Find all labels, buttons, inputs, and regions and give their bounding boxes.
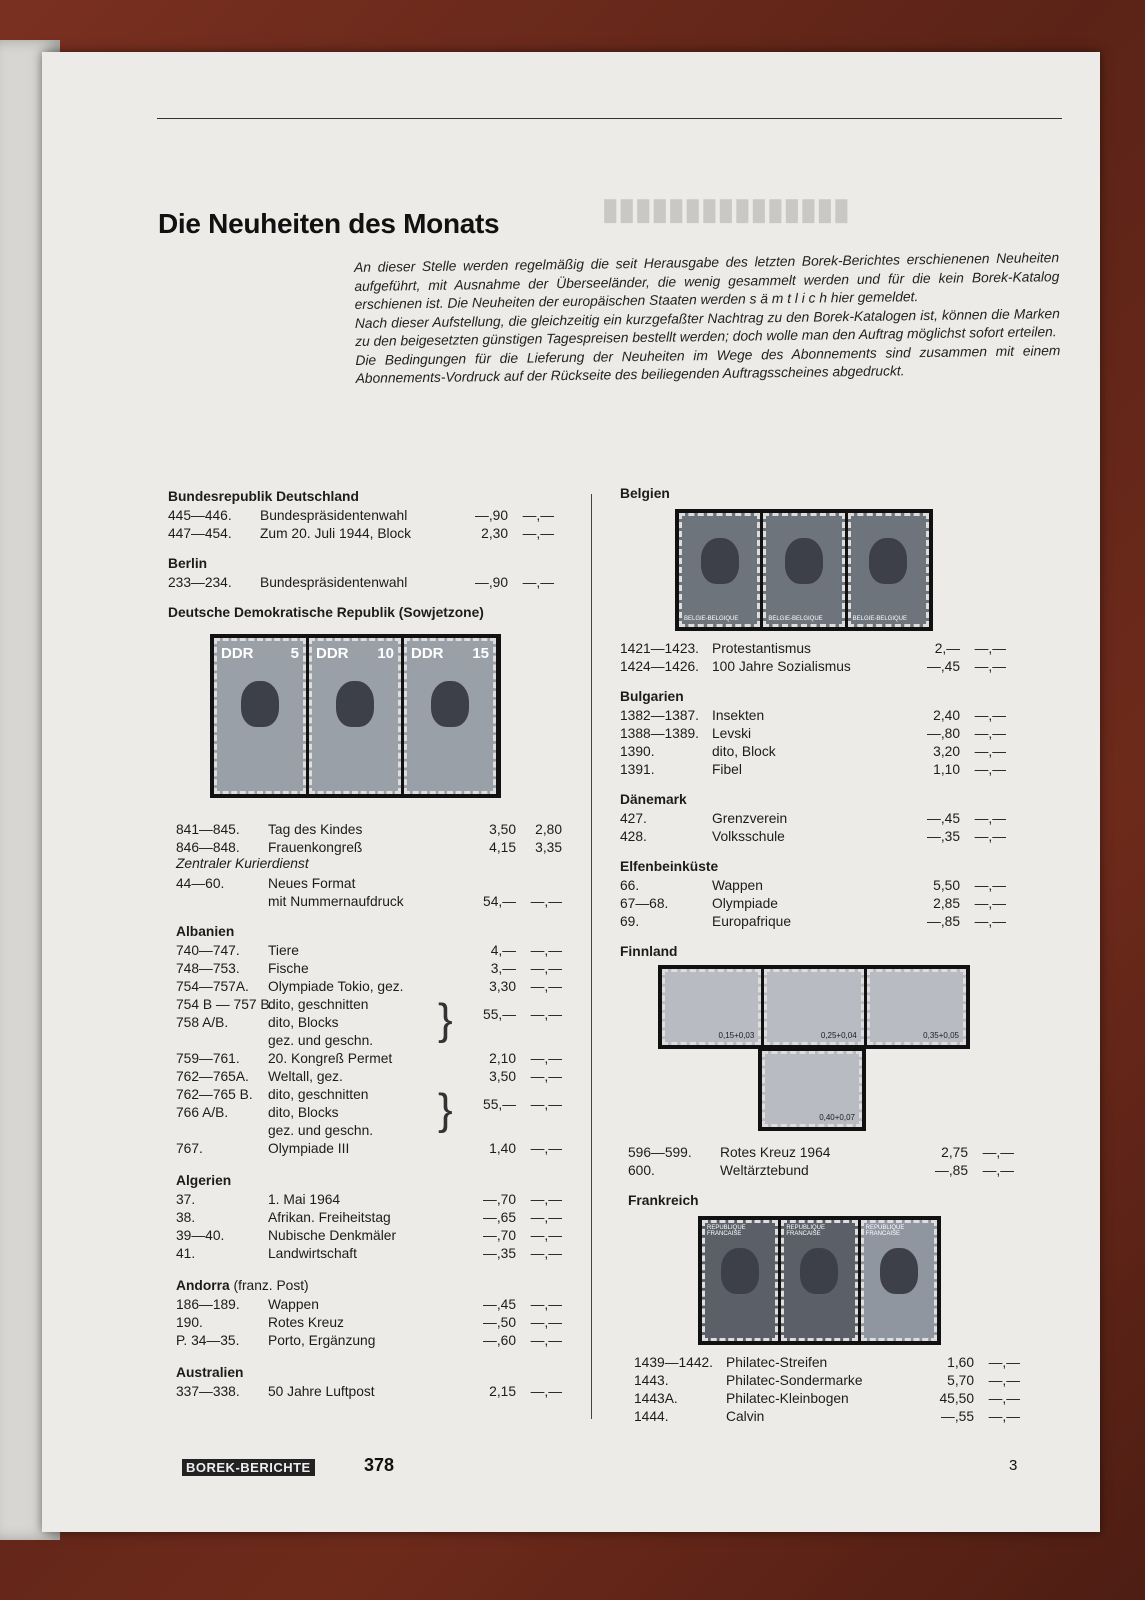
country-heading: Frankreich	[628, 1193, 699, 1208]
price-used: —,—	[974, 761, 1006, 777]
issue-name: Insekten	[712, 707, 765, 723]
issue-name: mit Nummernaufdruck	[268, 893, 404, 909]
price-unused: —,90	[475, 574, 508, 590]
catalog-row	[168, 506, 588, 524]
catalog-row	[176, 1313, 588, 1331]
catalog-row	[634, 1371, 1060, 1389]
price-used: —,—	[974, 658, 1006, 674]
stamp-image	[309, 638, 401, 794]
catalog-number: 1390.	[620, 743, 655, 759]
stamp-image	[662, 969, 761, 1045]
price-group	[176, 995, 588, 1049]
price-unused: 2,30	[481, 525, 508, 541]
price-unused: 2,75	[941, 1144, 968, 1160]
country-heading: Finnland	[620, 944, 678, 959]
price-unused: —,45	[483, 1296, 516, 1312]
stamp-figure	[869, 538, 907, 584]
price-unused: 4,15	[489, 839, 516, 855]
price-used: —,—	[974, 895, 1006, 911]
catalog-number: 762—765 B.	[176, 1086, 253, 1102]
issue-name: dito, geschnitten	[268, 996, 369, 1012]
finnland-stamps-image	[658, 965, 1060, 1165]
price-used: —,—	[522, 525, 554, 541]
price-used: —,—	[530, 942, 562, 958]
stamp-figure	[336, 681, 374, 727]
catalog-row	[176, 1139, 588, 1157]
issue-name: Wappen	[712, 877, 763, 893]
catalog-number: 1382—1387.	[620, 707, 700, 723]
catalog-number: 740—747.	[176, 942, 240, 958]
stamp-country: DDR	[221, 645, 254, 662]
catalog-number: 1421—1423.	[620, 640, 700, 656]
catalog-number: 428.	[620, 828, 647, 844]
price-used: —,—	[974, 877, 1006, 893]
stamp-image	[702, 1220, 778, 1341]
belgien-stamps-image	[675, 509, 933, 631]
stamp-image	[762, 1051, 862, 1127]
rows-berlin	[168, 573, 588, 591]
catalog-row	[176, 1382, 588, 1400]
catalog-row	[176, 1331, 588, 1349]
stamp-image	[763, 513, 844, 627]
issue-name: Tiere	[268, 942, 299, 958]
price-unused: 2,—	[934, 640, 960, 656]
catalog-number: 445—446.	[168, 507, 232, 523]
catalog-number: 600.	[628, 1162, 655, 1178]
price-used: —,—	[988, 1372, 1020, 1388]
price-used: —,—	[974, 810, 1006, 826]
price-unused: 3,50	[489, 1068, 516, 1084]
issue-name: dito, geschnitten	[268, 1086, 369, 1102]
country-note: (franz. Post)	[233, 1278, 309, 1293]
catalog-number: 754 B — 757 B.	[176, 996, 274, 1012]
issue-name: Bundespräsidentenwahl	[260, 574, 408, 590]
stamp-figure	[721, 1248, 759, 1294]
rows-belgien	[620, 639, 1060, 675]
country-name: Andorra	[176, 1278, 230, 1293]
price-used: —,—	[530, 1191, 562, 1207]
catalog-number: 1444.	[634, 1408, 669, 1424]
catalog-row	[176, 1226, 588, 1244]
stamp-image	[764, 969, 863, 1045]
brace: }	[438, 995, 453, 1044]
catalog-row	[620, 706, 1060, 724]
catalog-number: 66.	[620, 877, 640, 893]
rows-ddr	[176, 820, 588, 856]
catalog-number: 596—599.	[628, 1144, 692, 1160]
stamp-value: 15	[472, 645, 489, 662]
catalog-number: 1424—1426.	[620, 658, 700, 674]
price-unused: 4,—	[490, 942, 516, 958]
intro-text	[354, 249, 1061, 388]
issue-name: Philatec-Streifen	[726, 1354, 828, 1370]
catalog-number: 186—189.	[176, 1296, 240, 1312]
issue-name: Wappen	[268, 1296, 319, 1312]
catalog-row	[176, 1121, 588, 1139]
left-column	[168, 477, 588, 1400]
issue-name: Olympiade Tokio, gez.	[268, 978, 404, 994]
catalog-row	[620, 827, 1060, 845]
country-heading: Dänemark	[620, 792, 687, 807]
price-unused: 3,30	[489, 978, 516, 994]
catalog-row	[168, 573, 588, 591]
catalog-number: 759—761.	[176, 1050, 240, 1066]
catalog-row	[620, 657, 1060, 675]
frankreich-stamps-image	[698, 1216, 941, 1345]
price-unused: —,80	[927, 725, 960, 741]
stamp-value: 5	[290, 645, 299, 662]
ddr-stamps-image	[210, 634, 501, 798]
price-unused: 2,85	[933, 895, 960, 911]
stamp-inscription: BELGIE-BELGIQUE	[684, 616, 739, 622]
stamp-figure	[701, 538, 739, 584]
price-used: —,—	[530, 960, 562, 976]
catalog-row	[620, 912, 1060, 930]
price-unused: 2,10	[489, 1050, 516, 1066]
catalog-number: 767.	[176, 1140, 203, 1156]
issue-name: Philatec-Kleinbogen	[726, 1390, 849, 1406]
subsection-heading: Zentraler Kurierdienst	[176, 856, 309, 871]
issue-name: Calvin	[726, 1408, 765, 1424]
rows-bulgarien	[620, 706, 1060, 778]
rows-albanien-3	[176, 1139, 588, 1157]
price-used: —,—	[974, 707, 1006, 723]
price-used: —,—	[530, 1245, 562, 1261]
catalog-row	[634, 1389, 1060, 1407]
catalog-row	[620, 809, 1060, 827]
issue-name: Fibel	[712, 761, 742, 777]
issue-name: dito, Block	[712, 743, 776, 759]
price-used: —,—	[974, 640, 1006, 656]
catalog-row	[176, 1244, 588, 1262]
catalog-row	[168, 524, 588, 542]
stamp-value: 0,40+0,07	[819, 1113, 855, 1122]
catalog-row	[176, 892, 588, 910]
stamp-value: 0,35+0,05	[923, 1031, 959, 1040]
catalog-number: 841—845.	[176, 821, 240, 837]
stamp-country: DDR	[411, 645, 444, 662]
stamp-value: 0,15+0,03	[718, 1031, 755, 1040]
issue-name: Olympiade	[712, 895, 778, 911]
catalog-row	[176, 1295, 588, 1313]
intro-paragraph: Die Bedingungen für die Lieferung der Neuheiten im Wege des Abonnements sind zusammen mit einem Abonnements-Vordruck auf der Rückseite des beiliegenden Auftragsscheines abgedruckt.	[355, 342, 1061, 386]
price-unused: 3,20	[933, 743, 960, 759]
issue-name: Bundespräsidentenwahl	[260, 507, 408, 523]
country-heading: Bundesrepublik Deutschland	[168, 489, 359, 504]
price-used: —,—	[988, 1390, 1020, 1406]
price-unused: 3,—	[490, 960, 516, 976]
price-unused: 3,50	[489, 821, 516, 837]
price-used: —,—	[974, 725, 1006, 741]
rows-albanien	[176, 941, 588, 995]
country-heading	[176, 1278, 588, 1293]
price-unused: 54,—	[483, 893, 516, 909]
catalog-number: 447—454.	[168, 525, 232, 541]
price-unused: 55,—	[483, 1096, 516, 1112]
price-used: —,—	[530, 1314, 562, 1330]
catalog-number: 846—848.	[176, 839, 240, 855]
price-used: —,—	[530, 1006, 562, 1022]
stamp-figure	[880, 1248, 918, 1294]
catalog-number: 44—60.	[176, 875, 225, 891]
stamp-inscription: REPUBLIQUE FRANCAISE	[707, 1225, 746, 1237]
issue-name: 50 Jahre Luftpost	[268, 1383, 375, 1399]
price-unused: —,45	[927, 810, 960, 826]
catalog-number: 67—68.	[620, 895, 669, 911]
price-unused: 2,15	[489, 1383, 516, 1399]
price-unused: —,45	[927, 658, 960, 674]
group-price	[376, 1095, 562, 1113]
price-used: —,—	[974, 828, 1006, 844]
stamp-image	[861, 1220, 937, 1341]
catalog-number: 1391.	[620, 761, 655, 777]
price-unused: —,85	[927, 913, 960, 929]
price-unused: —,35	[927, 828, 960, 844]
rows-frankreich	[634, 1353, 1060, 1425]
catalog-number: P. 34—35.	[176, 1332, 240, 1348]
issue-name: Levski	[712, 725, 752, 741]
stamp-figure	[431, 681, 469, 727]
price-used: —,—	[988, 1408, 1020, 1424]
issue-name: Protestantismus	[712, 640, 811, 656]
catalog-number: 39—40.	[176, 1227, 225, 1243]
price-used: —,—	[530, 1296, 562, 1312]
issue-name: 20. Kongreß Permet	[268, 1050, 393, 1066]
catalog-number: 748—753.	[176, 960, 240, 976]
page-title: Die Neuheiten des Monats	[158, 208, 500, 239]
issue-name: Frauenkongreß	[268, 839, 363, 855]
issue-name: Europafrique	[712, 913, 792, 929]
price-used: —,—	[530, 1227, 562, 1243]
country-heading: Australien	[176, 1365, 244, 1380]
stamp-image	[679, 513, 760, 627]
catalog-number: 766 A/B.	[176, 1104, 229, 1120]
price-used: —,—	[530, 1050, 562, 1066]
price-unused: 5,70	[947, 1372, 974, 1388]
catalog-row	[620, 742, 1060, 760]
show-through-text: ▮▮▮▮▮▮▮▮▮▮▮▮▮▮▮	[602, 193, 850, 226]
issue-name: Olympiade III	[268, 1140, 350, 1156]
catalog-row	[620, 639, 1060, 657]
price-unused: —,85	[935, 1162, 968, 1178]
catalog-row	[176, 1190, 588, 1208]
catalog-row	[620, 894, 1060, 912]
catalog-row	[176, 977, 588, 995]
catalog-number: 427.	[620, 810, 647, 826]
country-heading: Elfenbeinküste	[620, 859, 719, 874]
price-used: 3,35	[535, 839, 562, 855]
issue-name: dito, Blocks	[268, 1104, 339, 1120]
price-unused: 1,40	[489, 1140, 516, 1156]
issue-name: Landwirtschaft	[268, 1245, 357, 1261]
catalog-number: 37.	[176, 1191, 196, 1207]
catalog-number: 1388—1389.	[620, 725, 700, 741]
catalog-row	[176, 874, 588, 892]
price-unused: —,55	[941, 1408, 974, 1424]
column-divider	[591, 494, 592, 1419]
catalog-number: 754—757A.	[176, 978, 249, 994]
price-unused: —,50	[483, 1314, 516, 1330]
stamp-figure	[785, 538, 823, 584]
price-unused: —,70	[483, 1191, 516, 1207]
price-used: —,—	[522, 507, 554, 523]
issue-name: Zum 20. Juli 1944, Block	[260, 525, 412, 541]
catalog-number: 1443.	[634, 1372, 669, 1388]
catalog-row	[620, 760, 1060, 778]
price-unused: 55,—	[483, 1006, 516, 1022]
stamp-image	[404, 638, 496, 794]
price-unused: —,35	[483, 1245, 516, 1261]
catalog-number: 69.	[620, 913, 640, 929]
price-used: —,—	[530, 1209, 562, 1225]
catalog-row	[176, 941, 588, 959]
issue-name: Weltärztebund	[720, 1162, 809, 1178]
rows-brd	[168, 506, 588, 542]
page-number: 3	[1009, 1457, 1018, 1474]
catalog-number: 758 A/B.	[176, 1014, 229, 1030]
issue-name: Grenzverein	[712, 810, 788, 826]
stamp-image	[848, 513, 929, 627]
stamp-image	[867, 969, 966, 1045]
issue-name: Nubische Denkmäler	[268, 1227, 397, 1243]
rows-elfenbein	[620, 876, 1060, 930]
rows-australien	[176, 1382, 588, 1400]
intro-paragraph: An dieser Stelle werden regelmäßig die seit Herausgabe des letzten Borek-Berichtes erschienenen Neuheiten aufgeführt, mit Ausnahme der Überseeländer, die wenig gesammelt werden und für die kein Borek-Katalog erschienen ist. Die Neuheiten der europäischen Staaten werden s ä m t l i c h hier gemeldet.	[354, 250, 1060, 312]
finnland-stamp-strip	[658, 965, 970, 1049]
catalog-row	[620, 876, 1060, 894]
stamp-figure	[800, 1248, 838, 1294]
stamp-value: 0,25+0,04	[820, 1031, 857, 1040]
catalog-number: 233—234.	[168, 574, 232, 590]
issue-name: Tag des Kindes	[268, 821, 363, 837]
rows-algerien	[176, 1190, 588, 1262]
price-used: —,—	[530, 1140, 562, 1156]
issue-name: Fische	[268, 960, 309, 976]
price-used: —,—	[522, 574, 554, 590]
catalog-number: 337—338.	[176, 1383, 240, 1399]
issue-name: Neues Format	[268, 875, 356, 891]
price-used: —,—	[982, 1162, 1014, 1178]
price-unused: 2,40	[933, 707, 960, 723]
issue-name: Rotes Kreuz 1964	[720, 1144, 831, 1160]
rows-albanien-2	[176, 1049, 588, 1085]
stamp-image	[781, 1220, 857, 1341]
issue-name: 100 Jahre Sozialismus	[712, 658, 851, 674]
price-used: —,—	[530, 893, 562, 909]
stamp-image	[214, 638, 306, 794]
price-used: —,—	[982, 1144, 1014, 1160]
catalog-row	[176, 820, 588, 838]
issue-name: Weltall, gez.	[268, 1068, 343, 1084]
price-used: —,—	[530, 978, 562, 994]
catalog-row	[176, 959, 588, 977]
stamp-inscription: REPUBLIQUE FRANCAISE	[865, 1225, 905, 1237]
price-used: —,—	[530, 1383, 562, 1399]
country-heading: Belgien	[620, 486, 670, 501]
price-used: —,—	[974, 743, 1006, 759]
issue-name: 1. Mai 1964	[268, 1191, 341, 1207]
price-unused: —,65	[483, 1209, 516, 1225]
issue-name: Afrikan. Freiheitstag	[268, 1209, 391, 1225]
catalog-row	[620, 724, 1060, 742]
price-used: —,—	[974, 913, 1006, 929]
price-used: —,—	[530, 1096, 562, 1112]
stamp-country: DDR	[316, 645, 349, 662]
price-unused: 5,50	[933, 877, 960, 893]
catalog-row	[176, 1208, 588, 1226]
issue-name: Volksschule	[712, 828, 785, 844]
catalog-number: 1439—1442.	[634, 1354, 714, 1370]
brace: }	[438, 1085, 453, 1134]
rows-kurier	[176, 874, 588, 910]
magazine-page	[42, 52, 1100, 1532]
stamp-figure	[241, 681, 279, 727]
country-heading: Berlin	[168, 556, 208, 571]
rows-andorra	[176, 1295, 588, 1349]
price-unused: 1,10	[933, 761, 960, 777]
price-unused: —,60	[483, 1332, 516, 1348]
issue-name: gez. und geschn.	[268, 1122, 374, 1138]
intro-paragraph: Nach dieser Aufstellung, die gleichzeitig ein kurzgefaßter Nachtrag zu den Borek-Katalogen ist, können die Marken zu den beigesetzten günstigen Tagespreisen bestellt werden; doch wolle man den Auftrag möglichst sofort erteilen.	[354, 305, 1060, 349]
catalog-row	[176, 1049, 588, 1067]
catalog-number: 190.	[176, 1314, 203, 1330]
right-column	[620, 474, 1060, 1425]
catalog-number: 762—765A.	[176, 1068, 249, 1084]
catalog-row	[176, 838, 588, 856]
catalog-number: 38.	[176, 1209, 196, 1225]
catalog-row	[176, 1031, 588, 1049]
price-unused: —,90	[475, 507, 508, 523]
country-heading: Albanien	[176, 924, 235, 939]
header-rule	[157, 118, 1062, 119]
price-group	[176, 1085, 588, 1139]
stamp-inscription: REPUBLIQUE FRANCAISE	[786, 1225, 826, 1237]
rows-daenemark	[620, 809, 1060, 845]
country-heading: Bulgarien	[620, 689, 684, 704]
issue-name: gez. und geschn.	[268, 1032, 374, 1048]
price-unused: 1,60	[947, 1354, 974, 1370]
country-heading: Deutsche Demokratische Republik (Sowjetzone)	[168, 605, 484, 620]
catalog-number: 1443A.	[634, 1390, 678, 1406]
price-used: —,—	[530, 1332, 562, 1348]
issue-name: dito, Blocks	[268, 1014, 339, 1030]
stamp-value: 10	[377, 645, 394, 662]
stamp-inscription: BELGIE-BELGIQUE	[852, 616, 908, 622]
stamp-inscription: BELGIE-BELGIQUE	[768, 616, 823, 622]
finnland-stamp-single	[758, 1047, 866, 1131]
issue-name: Philatec-Sondermarke	[726, 1372, 863, 1388]
catalog-row	[634, 1353, 1060, 1371]
issue-name: Porto, Ergänzung	[268, 1332, 376, 1348]
catalog-number: 41.	[176, 1245, 196, 1261]
issue-name: Rotes Kreuz	[268, 1314, 344, 1330]
catalog-row	[176, 1067, 588, 1085]
price-unused: —,70	[483, 1227, 516, 1243]
catalog-row	[634, 1407, 1060, 1425]
group-price	[376, 1005, 562, 1023]
price-unused: 45,50	[939, 1390, 974, 1406]
issue-number: 378	[364, 1455, 395, 1475]
price-used: —,—	[988, 1354, 1020, 1370]
price-used: —,—	[530, 1068, 562, 1084]
country-heading: Algerien	[176, 1173, 232, 1188]
price-used: 2,80	[535, 821, 562, 837]
publication-logo: BOREK-BERICHTE	[182, 1459, 315, 1476]
